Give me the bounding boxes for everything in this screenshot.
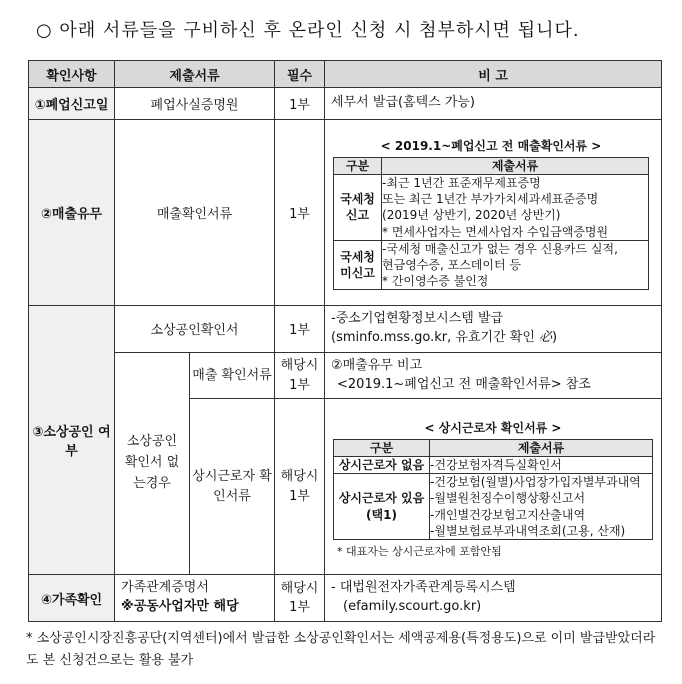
row-label: ①폐업신고일 <box>29 88 115 120</box>
remark-line: ②매출유무 비고 <box>331 357 423 373</box>
sub-header-category: 구분 <box>334 157 382 174</box>
row-label: ④가족확인 <box>29 575 115 622</box>
header-required: 필수 <box>275 61 325 88</box>
sub-header-docs: 제출서류 <box>430 439 653 456</box>
row-closure-date <box>29 88 662 120</box>
remark-cell <box>325 306 662 353</box>
remark-line: - 대법원전자가족관계등록시스템 <box>331 580 516 596</box>
doc-cell <box>115 575 275 622</box>
remark-line: (efamily.scourt.go.kr) <box>343 599 482 615</box>
sub-header-docs: 제출서류 <box>382 157 649 174</box>
sub-docs <box>430 474 653 540</box>
row-label: ②매출유무 <box>29 120 115 306</box>
required-cell: 1부 <box>275 306 325 353</box>
required-cell: 해당시 1부 <box>275 352 325 399</box>
remark-line: -중소기업현황정보시스템 발급 <box>331 311 504 326</box>
sub-line: * 면세사업자는 면세사업자 수입금액증명원 <box>382 224 609 239</box>
remark-cell <box>325 352 662 399</box>
required-cell: 해당시 1부 <box>275 399 325 575</box>
documents-table <box>28 60 662 622</box>
sub-line: -개인별건강보험고지산출내역 <box>430 507 586 522</box>
row-label: ③소상공인 여부 <box>29 306 115 575</box>
sub-line: -국세청 매출신고가 없는 경우 신용카드 실적, <box>382 241 618 256</box>
remark-cell <box>325 120 662 306</box>
sub-line: -최근 1년간 표준재무제표증명 <box>382 175 541 190</box>
row-sales <box>29 120 662 306</box>
sub-line: 또는 최근 1년간 부가가치세과세표준증명 <box>382 192 599 207</box>
remark-cell <box>325 575 662 622</box>
remark-line: <2019.1~폐업신고 전 매출확인서류> 참조 <box>337 376 591 392</box>
row-family <box>29 575 662 622</box>
sub-label: 상시근로자 없음 <box>334 457 430 474</box>
required-cell: 1부 <box>275 88 325 120</box>
sub-header-category: 구분 <box>334 439 430 456</box>
sub-docs <box>382 240 649 290</box>
sub-title: < 2019.1~폐업신고 전 매출확인서류 > <box>380 138 602 153</box>
doc-line: ※공동사업자만 해당 <box>121 599 239 615</box>
sub-line: * 간이영수증 불인정 <box>382 274 489 289</box>
group-cell: 소상공인 확인서 없는경우 <box>115 352 190 575</box>
sub-docs: -건강보험자격득실확인서 <box>430 457 653 474</box>
doc-cell: 매출확인서류 <box>115 120 275 306</box>
remark-cell: 세무서 발급(홈텍스 가능) <box>325 88 662 120</box>
doc-line: 가족관계증명서 <box>121 580 209 596</box>
row-small-business-cert <box>29 306 662 353</box>
sub-label: 국세청 신고 <box>334 174 382 240</box>
sub-line: (2019년 상반기, 2020년 상반기) <box>382 208 561 223</box>
sub-note: * 대표자는 상시근로자에 포함안됨 <box>337 544 502 558</box>
intro-text: ○ 아래 서류들을 구비하신 후 온라인 신청 시 첨부하시면 됩니다. <box>36 20 580 41</box>
header-remarks: 비 고 <box>325 61 662 88</box>
employee-sub-table <box>333 439 653 540</box>
doc-cell: 매출 확인서류 <box>190 352 275 399</box>
header-documents: 제출서류 <box>115 61 275 88</box>
required-cell: 해당시 1부 <box>275 575 325 622</box>
doc-cell: 폐업사실증명원 <box>115 88 275 120</box>
row-sales-docs <box>29 352 662 399</box>
sub-label: 국세청 미신고 <box>334 240 382 290</box>
sub-docs <box>382 174 649 240</box>
sub-title: < 상시근로자 확인서류 > <box>424 420 562 435</box>
sales-sub-table <box>333 157 649 291</box>
sub-label: 상시근로자 있음 (택1) <box>334 474 430 540</box>
header-check-item: 확인사항 <box>29 61 115 88</box>
table-header-row <box>29 61 662 88</box>
remark-cell <box>325 399 662 575</box>
sub-line: 현금영수증, 포스데이터 등 <box>382 257 521 272</box>
sub-line: -건강보험(월별)사업장가입자별부과내역 <box>430 475 641 490</box>
sub-line: -월별원천징수이행상황신고서 <box>430 491 586 506</box>
doc-cell: 상시근로자 확인서류 <box>190 399 275 575</box>
required-cell: 1부 <box>275 120 325 306</box>
doc-cell: 소상공인확인서 <box>115 306 275 353</box>
sub-line: -월별보험료부과내역조회(고용, 산재) <box>430 523 626 538</box>
footnote: * 소상공인시장진흥공단(지역센터)에서 발급한 소상공인확인서는 세액공제용(특정용도)으로 이미 발급받았더라도 본 신청건으로는 활용 불가 <box>26 631 656 669</box>
remark-line: (sminfo.mss.go.kr, 유효기간 확인 必) <box>331 329 558 345</box>
